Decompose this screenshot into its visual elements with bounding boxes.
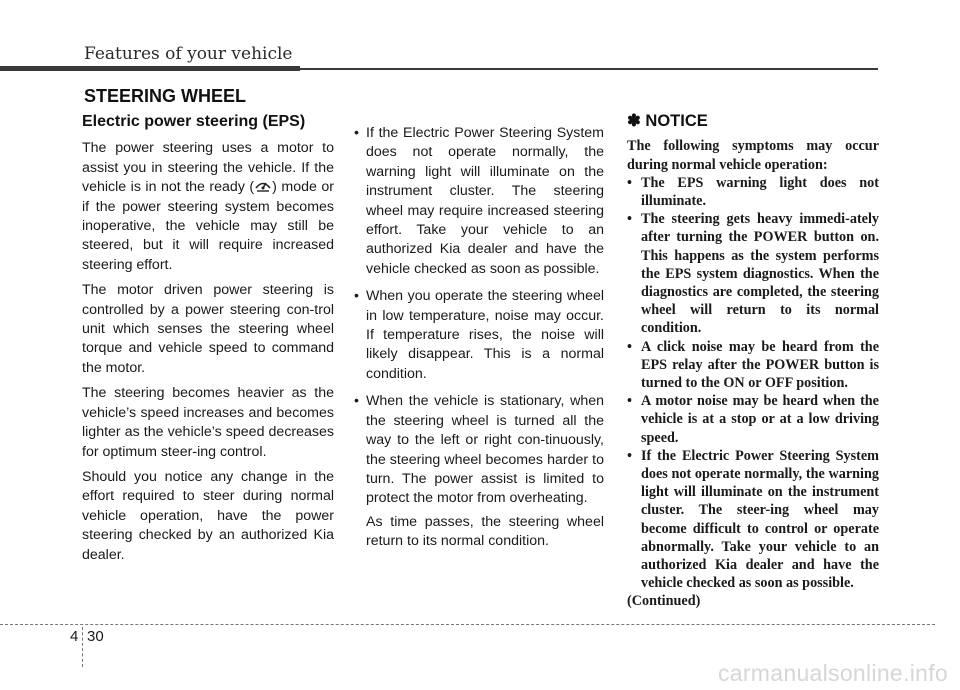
eps-paragraph-1-after-icon: ) mode or if the power steering system becomes inoperative, the vehicle may still be steered, but it will require increased steering effort. (82, 179, 334, 273)
middle-closing-paragraph: As time passes, the steering wheel return to its normal condition. (366, 513, 604, 550)
section-title: STEERING WHEEL (84, 86, 247, 106)
column-left (82, 112, 334, 571)
notice-intro: The following symptoms may occur during normal vehicle operation: (627, 138, 879, 173)
watermark-text: carmanualsonline.info (717, 660, 948, 686)
middle-bullet-item: • If the Electric Power Steering System does not operate normally, the warning light will illuminate on the instrument cluster. The steering wheel may require increased steering effort. Take your vehicle to an authorized Kia dealer and have the vehicle checked as soon as possible. (352, 124, 604, 279)
eps-subtitle: Electric power steering (EPS) (82, 113, 306, 130)
ready-mode-icon (254, 179, 272, 193)
column-notice (627, 112, 879, 611)
notice-body (627, 137, 879, 610)
chapter-number: 4 (70, 628, 79, 645)
notice-bullet-item: • The steering gets heavy immedi-ately after turning the POWER button on. This happens as the system performs the EPS system diagnostics. When the diagnostics are completed, the steering wheel will return to its normal condition. (627, 210, 879, 337)
notice-bullet-item: • A click noise may be heard from the EPS relay after the POWER button is turned to the ON or OFF position. (627, 338, 879, 393)
page-header-title: Features of your vehicle (84, 44, 293, 64)
eps-paragraph-4: Should you notice any change in the effort required to steer during normal vehicle operation, have the power steering checked by an authorized Kia dealer. (82, 468, 334, 563)
notice-bullet-item: • A motor noise may be heard when the vehicle is at a stop or at a low driving speed. (627, 392, 879, 447)
eps-paragraph-1 (82, 139, 334, 275)
notice-bullet-item: • The EPS warning light does not illuminate. (627, 174, 879, 210)
page-number: 30 (87, 628, 104, 645)
notice-bullet-item: • If the Electric Power Steering System does not operate normally, the warning light will illuminate on the instrument cluster. The steer-ing wheel may become difficult to control or operate abnormally. Take your vehicle to an authorized Kia dealer and have the vehicle checked as soon as possible. (627, 447, 879, 593)
column-middle (352, 124, 604, 552)
header-rule-thin (300, 68, 878, 70)
notice-continued: (Continued) (627, 593, 701, 610)
notice-bullet-list (627, 174, 879, 593)
eps-paragraph-2: The motor driven power steering is controlled by a power steering con-trol unit which senses the steering wheel torque and vehicle speed to command the motor. (82, 282, 334, 376)
notice-title: ✽ NOTICE (627, 112, 708, 130)
middle-bullet-item: • When the vehicle is stationary, when the steering wheel is turned all the way to the left or right con-tinuously, the steering wheel becomes harder to turn. The power assist is limited to protect the motor from overheating. (352, 392, 604, 508)
eps-paragraph-3: The steering becomes heavier as the vehicle’s speed increases and becomes lighter as the vehicle’s speed decreases for optimum steer-ing control. (82, 385, 334, 460)
middle-bullet-item: • When you operate the steering wheel in low temperature, noise may occur. If temperature rises, the noise will likely disappear. This is a normal condition. (352, 287, 604, 384)
middle-bullet-list (352, 124, 604, 509)
eps-paragraph-1-before-icon: The power steering uses a motor to assist you in steering the vehicle. If the vehicle is in not the ready ( (82, 140, 334, 196)
footer-rule (0, 624, 935, 625)
header-rule-thick (0, 66, 300, 71)
page-number-divider (82, 627, 83, 667)
